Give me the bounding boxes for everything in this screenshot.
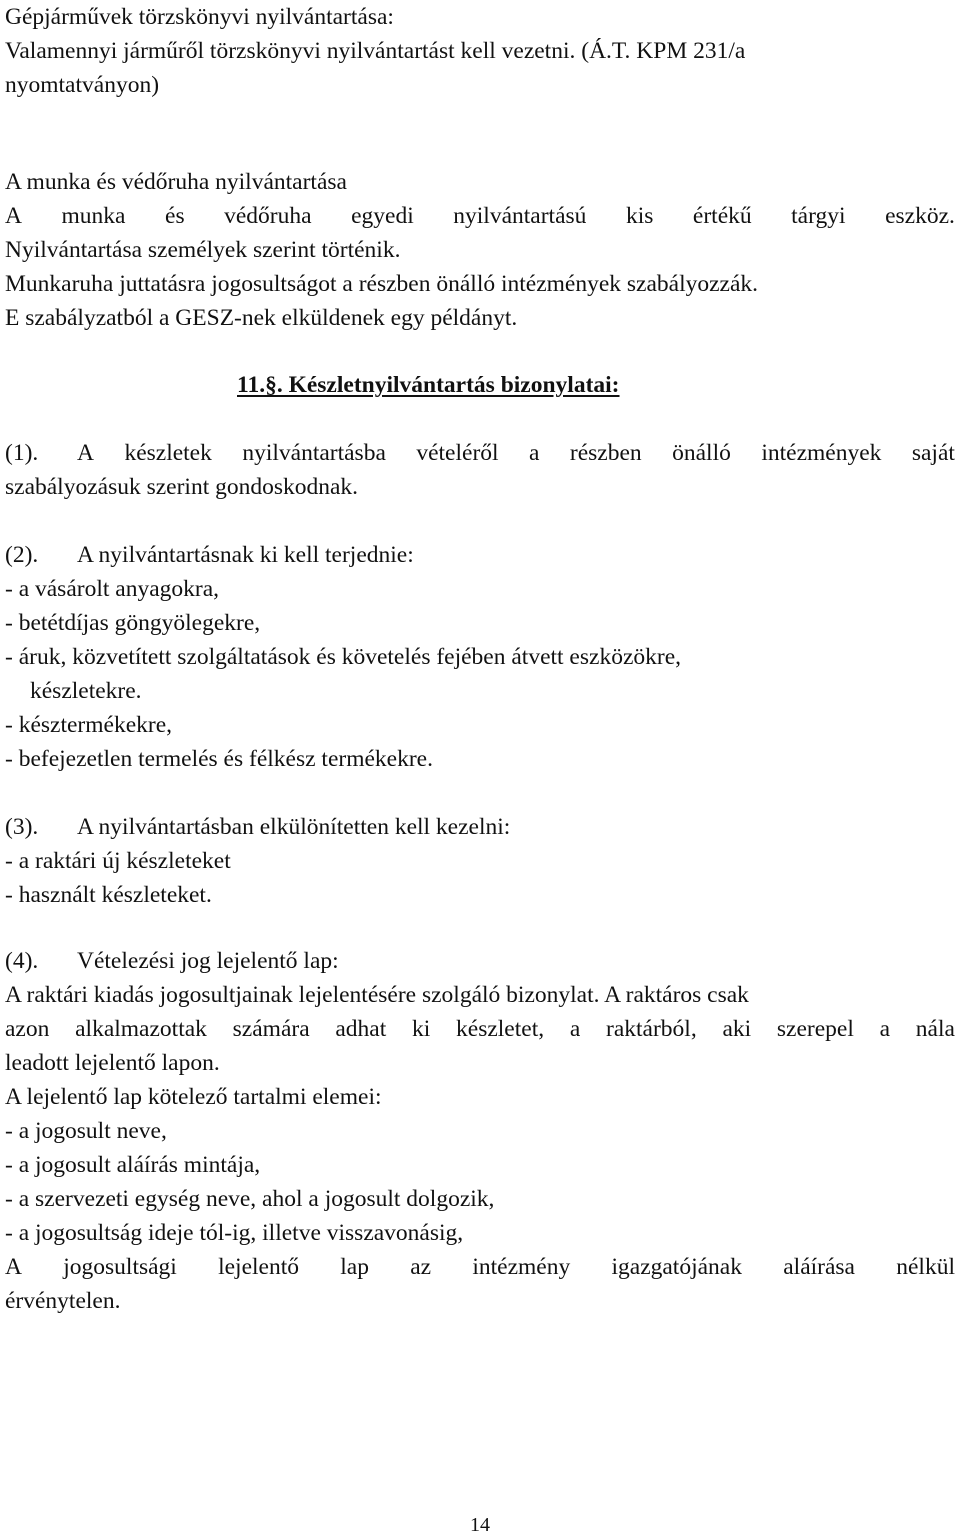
para2-text: A nyilvántartásnak ki kell terjednie: xyxy=(77,542,414,568)
list-item: - betétdíjas göngyölegekre, xyxy=(5,610,261,636)
word: számára xyxy=(232,1016,310,1042)
list-item-continuation: készletekre. xyxy=(30,678,142,704)
para4-line: leadott lejelentő lapon. xyxy=(5,1050,220,1076)
word: és xyxy=(165,203,185,229)
word: A xyxy=(77,440,94,466)
vehicle-registry-title: Gépjárművek törzskönyvi nyilvántartása: xyxy=(5,4,394,30)
workwear-title: A munka és védőruha nyilvántartása xyxy=(5,169,347,195)
word: értékű xyxy=(692,203,752,229)
word: tárgyi xyxy=(791,203,846,229)
list-item: - áruk, közvetített szolgáltatások és követelés fejében átvett eszközökre, xyxy=(5,644,682,670)
word: részben xyxy=(569,440,642,466)
para4-line: A lejelentő lap kötelező tartalmi elemei: xyxy=(5,1084,382,1110)
section-heading: 11.§. Készletnyilvántartás bizonylatai: xyxy=(237,372,620,398)
word: saját xyxy=(911,440,955,466)
vehicle-registry-line: Valamennyi járműről törzskönyvi nyilvántartást kell vezetni. (Á.T. KPM 231/a xyxy=(5,38,746,64)
word: az xyxy=(410,1254,432,1280)
para1-words xyxy=(77,436,955,470)
para4-num: (4). xyxy=(5,948,39,974)
para1-num: (1). xyxy=(5,440,39,466)
para4-text: Vételezési jog lejelentő lap: xyxy=(77,948,339,974)
word: jogosultsági xyxy=(63,1254,177,1280)
word: A xyxy=(5,1254,22,1280)
list-item: - a vásárolt anyagokra, xyxy=(5,576,220,602)
word: adhat xyxy=(335,1016,387,1042)
word: nyilvántartású xyxy=(453,203,587,229)
list-item: - használt készleteket. xyxy=(5,882,212,908)
word: készletek xyxy=(124,440,212,466)
word: aláírása xyxy=(783,1254,855,1280)
word: alkalmazottak xyxy=(75,1016,207,1042)
list-item: - a jogosult aláírás mintája, xyxy=(5,1152,261,1178)
page-number: 14 xyxy=(470,1514,490,1536)
list-item: - a raktári új készleteket xyxy=(5,848,231,874)
word: a xyxy=(879,1016,891,1042)
para1-justified-line xyxy=(5,436,955,470)
word: szerepel xyxy=(776,1016,854,1042)
workwear-line: Munkaruha juttatásra jogosultságot a részben önálló intézmények szabályozzák. xyxy=(5,271,759,297)
para3-num: (3). xyxy=(5,814,39,840)
word: nélkül xyxy=(896,1254,955,1280)
para4-justified-line xyxy=(5,1250,955,1284)
vehicle-registry-line: nyomtatványon) xyxy=(5,72,160,98)
word: nyilvántartásba xyxy=(242,440,386,466)
word: a xyxy=(569,1016,581,1042)
workwear-justified-line xyxy=(5,199,955,233)
word: lap xyxy=(340,1254,369,1280)
para1-line: szabályozásuk szerint gondoskodnak. xyxy=(5,474,359,500)
word: a xyxy=(529,440,540,466)
para4-line: érvénytelen. xyxy=(5,1288,121,1314)
word: munka xyxy=(61,203,126,229)
word: A xyxy=(5,203,22,229)
list-item: - késztermékekre, xyxy=(5,712,173,738)
word: intézmény xyxy=(472,1254,571,1280)
list-item: - a jogosultság ideje tól-ig, illetve visszavonásig, xyxy=(5,1220,464,1246)
word: egyedi xyxy=(351,203,414,229)
word: ki xyxy=(412,1016,431,1042)
word: nála xyxy=(915,1016,955,1042)
word: lejelentő xyxy=(218,1254,299,1280)
word: védőruha xyxy=(224,203,312,229)
para3-text: A nyilvántartásban elkülönítetten kell kezelni: xyxy=(77,814,511,840)
para2-intro xyxy=(5,538,414,572)
para4-justified-line xyxy=(5,1012,955,1046)
para4-intro xyxy=(5,944,339,978)
para2-num: (2). xyxy=(5,542,39,568)
list-item: - befejezetlen termelés és félkész termékekre. xyxy=(5,746,433,772)
word: vételéről xyxy=(416,440,499,466)
word: aki xyxy=(722,1016,752,1042)
word: intézmények xyxy=(761,440,882,466)
para4-line: A raktári kiadás jogosultjainak lejelentésére szolgáló bizonylat. A raktáros csak xyxy=(5,982,749,1008)
word: kis xyxy=(625,203,654,229)
para3-intro xyxy=(5,810,510,844)
word: raktárból, xyxy=(606,1016,697,1042)
list-item: - a szervezeti egység neve, ahol a jogosult dolgozik, xyxy=(5,1186,495,1212)
word: eszköz. xyxy=(885,203,955,229)
word: azon xyxy=(5,1016,50,1042)
list-item: - a jogosult neve, xyxy=(5,1118,167,1144)
word: készletet, xyxy=(456,1016,545,1042)
word: önálló xyxy=(672,440,731,466)
workwear-line: E szabályzatból a GESZ-nek elküldenek egy példányt. xyxy=(5,305,518,331)
word: igazgatójának xyxy=(611,1254,742,1280)
workwear-line: Nyilvántartása személyek szerint történik. xyxy=(5,237,401,263)
